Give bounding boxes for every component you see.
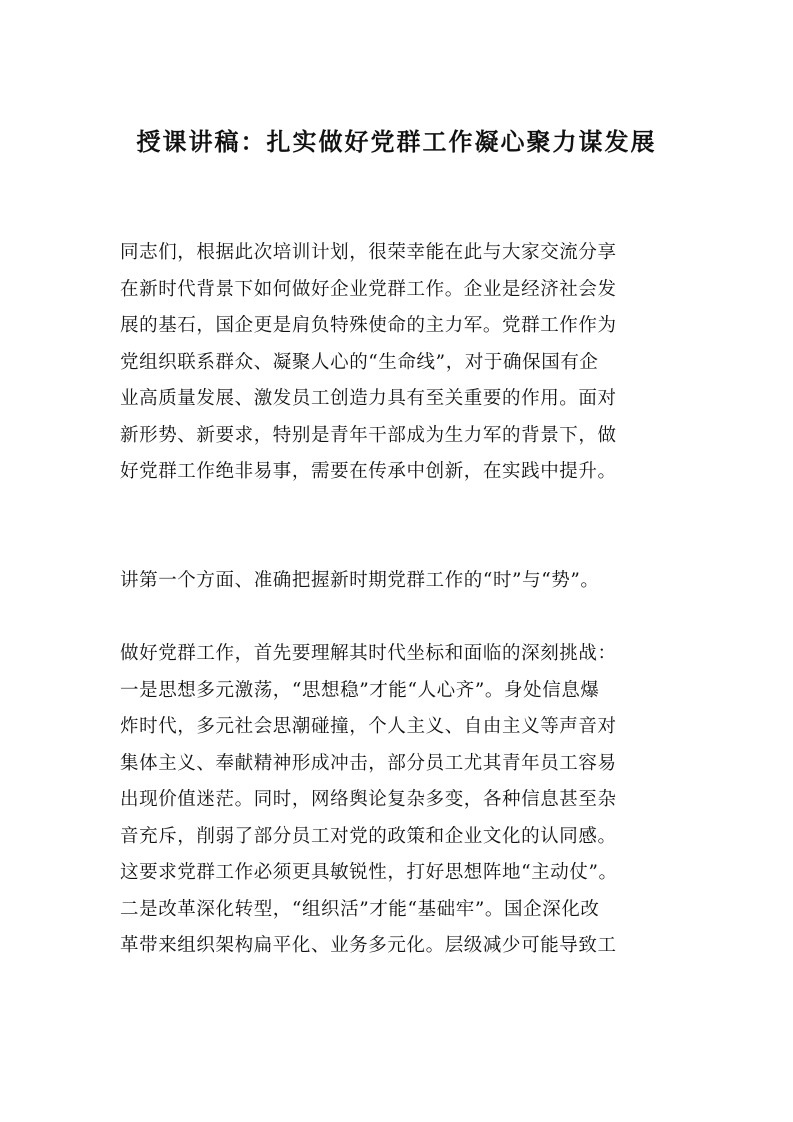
paragraph-intro	[120, 235, 676, 491]
text-line: 这要求党群工作必须更具敏锐性，打好思想阵地“主动仗”。	[120, 862, 618, 883]
text-line: 展的基石，国企更是肩负特殊使命的主力军。党群工作作为	[120, 315, 617, 336]
text-line: 新形势、新要求，特别是青年干部成为生力军的背景下，做	[120, 424, 617, 446]
text-line: 音充斥，削弱了部分员工对党的政策和企业文化的认同感。	[120, 825, 617, 847]
text-line: 业高质量发展、激发员工创造力具有至关重要的作用。面对	[120, 388, 617, 409]
text-line: 同志们，根据此次培训计划，很荣幸能在此与大家交流分享	[120, 242, 617, 263]
text-line: 出现价值迷茫。同时，网络舆论复杂多变，各种信息甚至杂	[120, 789, 617, 810]
text-line: 党组织联系群众、凝聚人心的“生命线”，对于确保国有企	[120, 351, 599, 373]
text-line: 在新时代背景下如何做好企业党群工作。企业是经济社会发	[120, 278, 617, 300]
text-line: 好党群工作绝非易事，需要在传承中创新，在实践中提升。	[120, 461, 617, 482]
text-line: 一是思想多元激荡，“思想稳”才能“人心齐”。身处信息爆	[120, 679, 600, 701]
text-line: 集体主义、奉献精神形成冲击，部分员工尤其青年员工容易	[120, 752, 617, 774]
document-title: 授课讲稿：扎实做好党群工作凝心聚力谋发展	[136, 127, 657, 156]
text-line: 二是改革深化转型，“组织活”才能“基础牢”。国企深化改	[120, 898, 600, 920]
text-line: 革带来组织架构扁平化、业务多元化。层级减少可能导致工	[120, 935, 617, 956]
text-line: 做好党群工作，首先要理解其时代坐标和面临的深刻挑战：	[120, 643, 617, 664]
text-line: 炸时代，多元社会思潮碰撞，个人主义、自由主义等声音对	[120, 716, 617, 737]
section-heading	[120, 563, 676, 600]
text-line: 讲第一个方面、准确把握新时期党群工作的“时”与“势”。	[120, 570, 600, 591]
paragraph-body	[120, 636, 676, 965]
